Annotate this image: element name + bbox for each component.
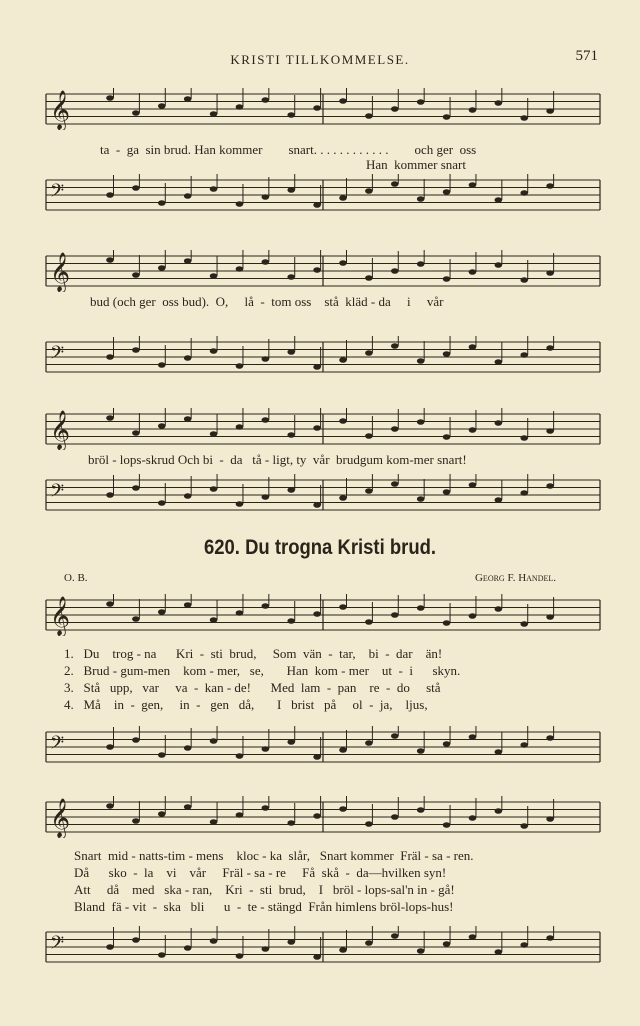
notehead [339,495,347,501]
notehead [495,262,503,268]
composer-credit: Georg F. Handel. [474,572,556,584]
notehead [520,742,528,748]
notehead [520,352,528,358]
bass-clef-icon: 𝄢 [50,933,65,958]
notehead [158,265,166,271]
notehead [106,354,114,360]
notehead [313,105,321,111]
music-staff-system-1-treble [40,88,606,130]
notehead [210,273,218,279]
lyric-line-system-1-alto: Han kommer snart [366,157,467,172]
verse-line-4: 4. Må in - gen, in - gen då, I brist på ol - ja, ljus, [64,697,428,712]
notehead [184,602,192,608]
notehead [443,741,451,747]
notehead [495,808,503,814]
notehead [339,418,347,424]
notehead [339,947,347,953]
lyricist-credit: O. B. [64,572,88,584]
notehead [158,952,166,958]
notehead [313,954,321,960]
hymn-title-text: Du trogna Kristi brud. [245,536,437,559]
notehead [236,363,244,369]
music-staff-system-4-bass [40,726,606,768]
lyric-line-system-1: ta - ga sin brud. Han kommer snart. . . . . . . . . . . . och ger oss [100,142,477,157]
notehead [469,815,477,821]
notehead [469,482,477,488]
notehead [158,362,166,368]
notehead [469,934,477,940]
notehead [287,739,295,745]
verse-line-7: Att då med ska - ran, Kri - sti brud, I bröl - lops-sal'n in - gå! [74,882,455,897]
notehead [236,501,244,507]
notehead [495,606,503,612]
staff-lines-svg [40,594,606,636]
notehead [210,617,218,623]
notehead [391,612,399,618]
notehead [210,186,218,192]
notehead [546,428,554,434]
notehead [469,427,477,433]
notehead [262,259,270,265]
notehead [391,106,399,112]
staff-lines-svg [40,250,606,292]
notehead [287,349,295,355]
notehead [287,112,295,118]
notehead [132,737,140,743]
notehead [262,946,270,952]
notehead [184,96,192,102]
notehead [210,738,218,744]
notehead [210,348,218,354]
notehead [520,277,528,283]
bass-clef-icon: 𝄢 [50,481,65,506]
lyric-line-system-2: bud (och ger oss bud). O, lå - tom oss stå kläd - da i vår [90,294,444,309]
notehead [495,359,503,365]
hymn-number: 620. [203,536,240,559]
notehead [495,100,503,106]
notehead [106,192,114,198]
notehead [546,345,554,351]
notehead [546,108,554,114]
music-staff-system-3-treble [40,408,606,450]
notehead [417,419,425,425]
notehead [287,820,295,826]
treble-clef-icon: 𝄞 [50,252,71,292]
notehead [313,364,321,370]
notehead [365,619,373,625]
notehead [236,812,244,818]
notehead [339,260,347,266]
notehead [262,356,270,362]
notehead [417,807,425,813]
notehead [287,274,295,280]
notehead [391,933,399,939]
notehead [391,343,399,349]
notehead [106,744,114,750]
notehead [546,270,554,276]
notehead [546,614,554,620]
notehead [313,611,321,617]
treble-clef-icon: 𝄞 [50,90,71,130]
notehead [106,803,114,809]
notehead [339,806,347,812]
notehead [184,945,192,951]
notehead [184,193,192,199]
notehead [313,813,321,819]
notehead [365,350,373,356]
notehead [365,275,373,281]
notehead [313,267,321,273]
notehead [495,420,503,426]
notehead [365,488,373,494]
verse-line-3: 3. Stå upp, var va - kan - de! Med lam - pan re - do stå [64,680,441,695]
notehead [443,351,451,357]
notehead [417,605,425,611]
music-staff-system-3-bass [40,474,606,516]
notehead [106,492,114,498]
notehead [546,483,554,489]
notehead [469,613,477,619]
bass-clef-icon: 𝄢 [50,343,65,368]
music-staff-system-5-treble [40,796,606,838]
music-staff-system-4-treble [40,594,606,636]
notehead [287,432,295,438]
notehead [184,258,192,264]
notehead [469,107,477,113]
verse-line-1: 1. Du trog - na Kri - sti brud, Som vän - tar, bi - dar än! [64,646,443,661]
notehead [236,424,244,430]
notehead [520,942,528,948]
notehead [469,182,477,188]
notehead [287,618,295,624]
notehead [391,733,399,739]
notehead [365,740,373,746]
notehead [287,487,295,493]
notehead [520,115,528,121]
page-header-title: KRISTI TILLKOMMELSE. [230,52,410,67]
notehead [339,98,347,104]
hymn-title [38,536,601,560]
verse-line-5: Snart mid - natts-tim - mens kloc - ka slår, Snart kommer Fräl - sa - ren. [74,848,474,863]
notehead [287,939,295,945]
notehead [132,616,140,622]
notehead [158,500,166,506]
notehead [469,269,477,275]
staff-lines-svg [40,408,606,450]
notehead [132,430,140,436]
page-number: 571 [575,48,598,64]
notehead [132,818,140,824]
notehead [158,200,166,206]
notehead [106,944,114,950]
notehead [132,347,140,353]
notehead [443,489,451,495]
notehead [365,940,373,946]
notehead [262,603,270,609]
staff-lines-svg [40,726,606,768]
notehead [443,276,451,282]
notehead [158,103,166,109]
notehead [262,805,270,811]
notehead [391,814,399,820]
verse-line-8: Bland fä - vit - ska bli u - te - stängd Från himlens bröl-lops-hus! [74,899,454,914]
staff-lines-svg [40,88,606,130]
notehead [313,202,321,208]
notehead [391,426,399,432]
notehead [262,97,270,103]
notehead [106,601,114,607]
notehead [495,197,503,203]
notehead [158,811,166,817]
notehead [443,822,451,828]
notehead [132,485,140,491]
notehead [184,416,192,422]
notehead [132,272,140,278]
notehead [313,754,321,760]
notehead [236,753,244,759]
notehead [365,188,373,194]
bass-clef-icon: 𝄢 [50,733,65,758]
notehead [443,941,451,947]
music-staff-system-2-bass [40,336,606,378]
notehead [132,937,140,943]
notehead [391,481,399,487]
notehead [339,195,347,201]
notehead [417,99,425,105]
notehead [339,357,347,363]
notehead [417,261,425,267]
notehead [365,113,373,119]
notehead [391,181,399,187]
notehead [417,358,425,364]
staff-lines-svg [40,926,606,968]
notehead [443,114,451,120]
music-staff-system-5-bass [40,926,606,968]
notehead [236,610,244,616]
notehead [520,190,528,196]
notehead [443,189,451,195]
music-staff-system-2-treble [40,250,606,292]
notehead [262,494,270,500]
notehead [262,417,270,423]
treble-clef-icon: 𝄞 [50,410,71,450]
notehead [417,196,425,202]
notehead [132,185,140,191]
notehead [469,734,477,740]
notehead [365,821,373,827]
notehead [184,745,192,751]
notehead [262,746,270,752]
notehead [236,953,244,959]
notehead [210,819,218,825]
staff-lines-svg [40,474,606,516]
staff-lines-svg [40,336,606,378]
treble-clef-icon: 𝄞 [50,596,71,636]
notehead [520,621,528,627]
notehead [417,948,425,954]
notehead [546,183,554,189]
notehead [210,111,218,117]
notehead [520,490,528,496]
notehead [262,194,270,200]
notehead [443,620,451,626]
music-staff-system-1-bass [40,174,606,216]
notehead [158,752,166,758]
notehead [210,938,218,944]
notehead [520,435,528,441]
notehead [313,425,321,431]
notehead [184,804,192,810]
notehead [236,266,244,272]
staff-lines-svg [40,174,606,216]
notehead [106,95,114,101]
notehead [546,735,554,741]
notehead [546,935,554,941]
notehead [313,502,321,508]
notehead [391,268,399,274]
notehead [236,201,244,207]
notehead [210,486,218,492]
notehead [158,423,166,429]
verse-line-2: 2. Brud - gum-men kom - mer, se, Han kom - mer ut - i skyn. [64,663,461,678]
bass-clef-icon: 𝄢 [50,181,65,206]
notehead [236,104,244,110]
notehead [339,604,347,610]
notehead [210,431,218,437]
notehead [495,497,503,503]
treble-clef-icon: 𝄞 [50,798,71,838]
verse-line-6: Då sko - la vi vår Fräl - sa - re Få skå - da—hvilken syn! [74,865,447,880]
staff-lines-svg [40,796,606,838]
notehead [184,355,192,361]
notehead [106,415,114,421]
notehead [546,816,554,822]
notehead [287,187,295,193]
notehead [184,493,192,499]
notehead [339,747,347,753]
notehead [520,823,528,829]
notehead [495,749,503,755]
notehead [495,949,503,955]
notehead [417,748,425,754]
notehead [132,110,140,116]
notehead [365,433,373,439]
notehead [106,257,114,263]
notehead [469,344,477,350]
notehead [158,609,166,615]
notehead [417,496,425,502]
lyric-line-system-3: bröl - lops-skrud Och bi - da tå - ligt, ty vår brudgum kom-mer snart! [88,452,467,467]
notehead [443,434,451,440]
